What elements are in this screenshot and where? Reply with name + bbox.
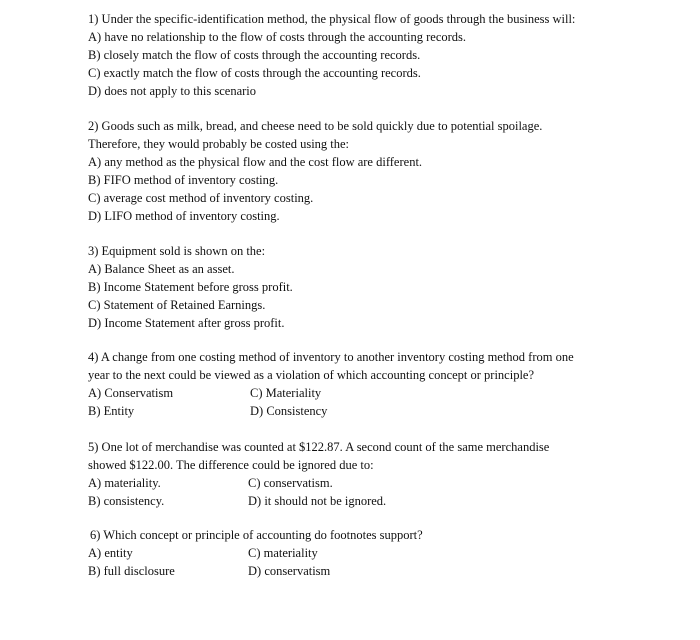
answer-option-b: B) consistency. — [88, 494, 165, 508]
answer-option-d: D) Consistency — [250, 404, 328, 418]
question-stem-line: Therefore, they would probably be costed using the: — [88, 137, 350, 151]
answer-option-c: C) exactly match the flow of costs through the accounting records. — [88, 66, 421, 80]
answer-option-a: A) materiality. — [88, 476, 161, 490]
answer-option-b: B) closely match the flow of costs through the accounting records. — [88, 48, 421, 62]
question-1 — [88, 10, 648, 100]
answer-option-b: B) Income Statement before gross profit. — [88, 280, 293, 294]
answer-option-a: A) entity — [88, 546, 133, 560]
answer-option-d: D) Income Statement after gross profit. — [88, 316, 285, 330]
question-stem-line: 4) A change from one costing method of inventory to another inventory costing method from one — [88, 350, 574, 364]
question-4 — [88, 348, 648, 420]
answer-option-a: A) have no relationship to the flow of costs through the accounting records. — [88, 30, 467, 44]
answer-row — [88, 384, 648, 402]
answer-option-c: C) average cost method of inventory costing. — [88, 191, 314, 205]
answer-option-c: C) Statement of Retained Earnings. — [88, 298, 266, 312]
question-3 — [88, 242, 648, 332]
answer-option-a: A) Balance Sheet as an asset. — [88, 262, 235, 276]
answer-row — [88, 562, 648, 580]
answer-option-d: D) conservatism — [248, 564, 331, 578]
answer-option-d: D) does not apply to this scenario — [88, 84, 257, 98]
answer-row — [88, 402, 648, 420]
answer-option-c: C) conservatism. — [248, 476, 333, 490]
answer-option-a: A) any method as the physical flow and the cost flow are different. — [88, 155, 423, 169]
question-stem-line: 5) One lot of merchandise was counted at $122.87. A second count of the same merchandise — [88, 440, 550, 454]
answer-option-b: B) full disclosure — [88, 564, 175, 578]
answer-row — [88, 474, 648, 492]
answer-row — [88, 492, 648, 510]
question-stem-line: year to the next could be viewed as a violation of which accounting concept or principle? — [88, 368, 535, 382]
question-stem-line: 2) Goods such as milk, bread, and cheese need to be sold quickly due to potential spoilage. — [88, 119, 543, 133]
answer-option-a: A) Conservatism — [88, 386, 174, 400]
question-6 — [88, 526, 648, 580]
question-stem-line: showed $122.00. The difference could be ignored due to: — [88, 458, 374, 472]
answer-option-c: C) materiality — [248, 546, 318, 560]
answer-option-d: D) it should not be ignored. — [248, 494, 387, 508]
question-stem-line: 3) Equipment sold is shown on the: — [88, 244, 266, 258]
answer-option-c: C) Materiality — [250, 386, 322, 400]
answer-option-b: B) Entity — [88, 404, 135, 418]
question-stem-line: 6) Which concept or principle of accounting do footnotes support? — [90, 528, 423, 542]
question-stem-line: 1) Under the specific-identification method, the physical flow of goods through the business will: — [88, 12, 576, 26]
answer-row — [88, 544, 648, 562]
answer-option-b: B) FIFO method of inventory costing. — [88, 173, 279, 187]
question-2 — [88, 117, 648, 225]
answer-option-d: D) LIFO method of inventory costing. — [88, 209, 280, 223]
question-5 — [88, 438, 648, 510]
